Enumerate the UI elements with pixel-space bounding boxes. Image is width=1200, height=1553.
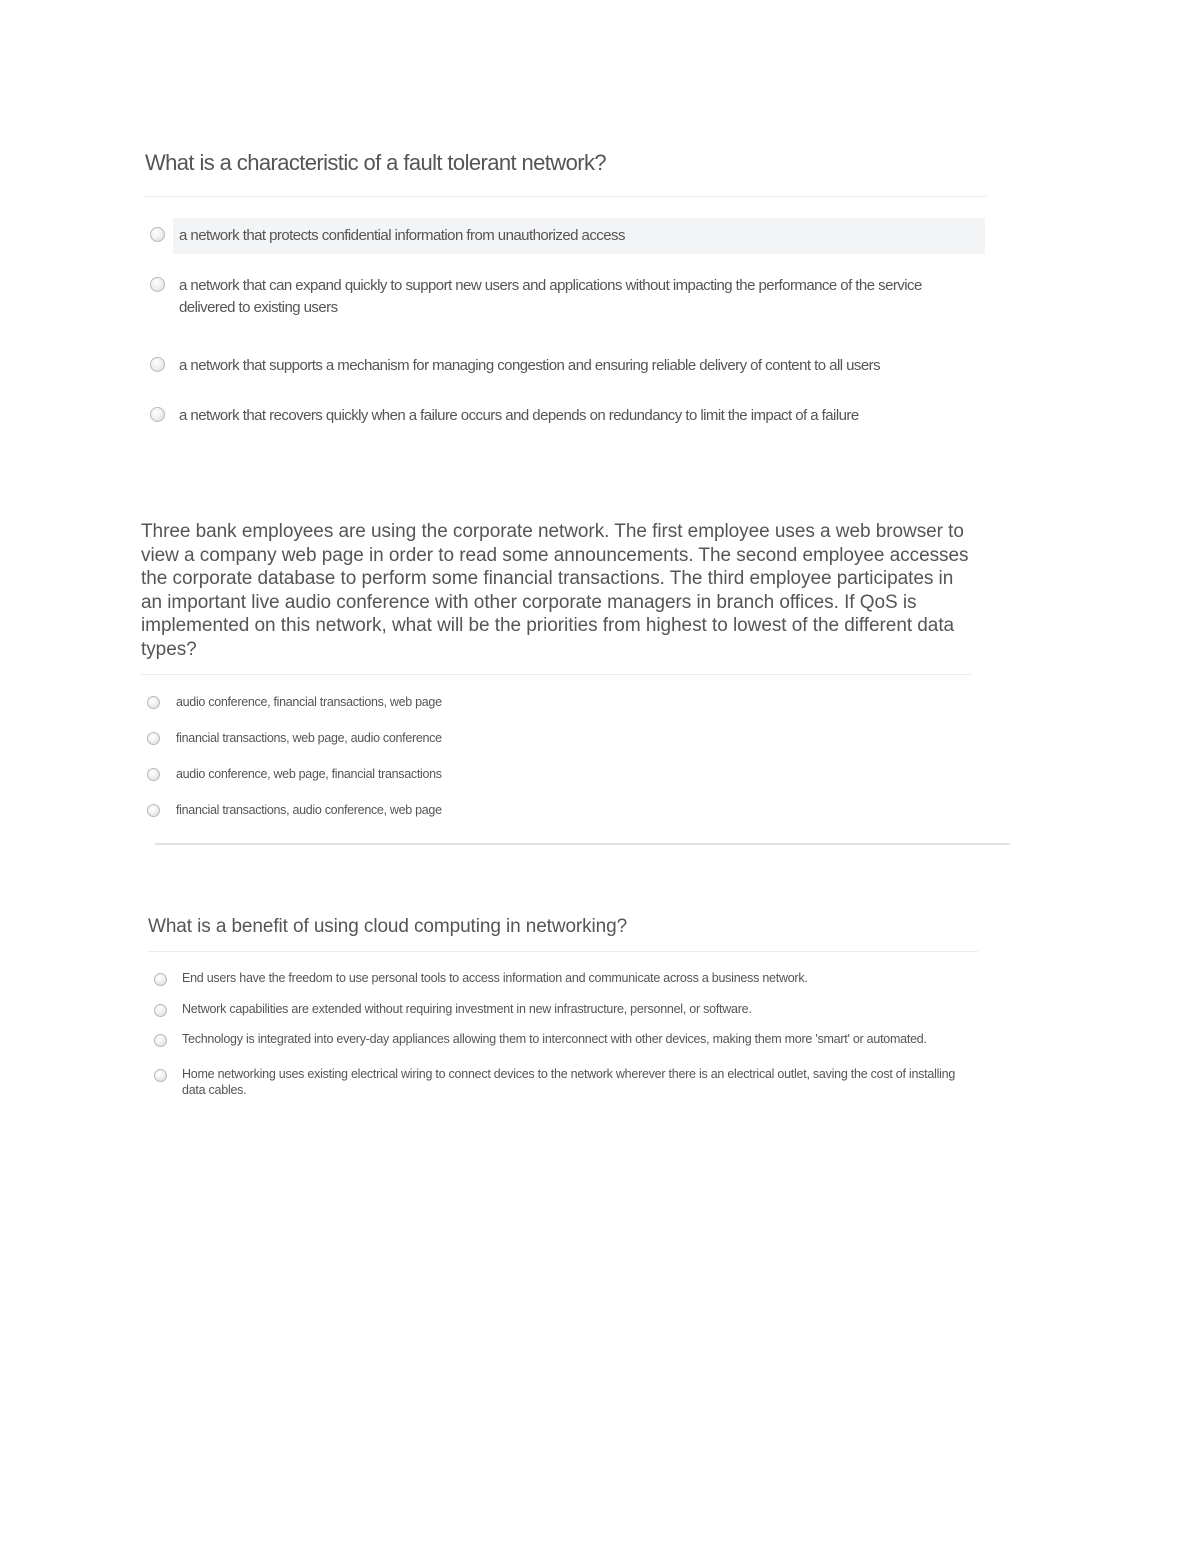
option-label[interactable]: financial transactions, audio conference, web page: [176, 803, 442, 817]
question-2-option-d[interactable]: [141, 800, 971, 836]
radio-button-icon[interactable]: [154, 973, 167, 986]
question-3-option-c[interactable]: [148, 1031, 978, 1048]
question-2-options: [141, 692, 971, 836]
question-1-option-c[interactable]: [145, 348, 987, 384]
radio-button-icon[interactable]: [150, 227, 165, 242]
question-2-option-b[interactable]: [141, 728, 971, 764]
option-label[interactable]: a network that protects confidential information from unauthorized access: [173, 218, 985, 254]
radio-button-icon[interactable]: [150, 407, 165, 422]
radio-button-icon[interactable]: [147, 696, 160, 709]
option-label[interactable]: audio conference, web page, financial transactions: [176, 767, 442, 781]
option-label[interactable]: a network that supports a mechanism for managing congestion and ensuring reliable delivery of content to all users: [179, 357, 881, 374]
question-2-option-c[interactable]: [141, 764, 971, 800]
section-divider: [155, 843, 1010, 845]
question-1-option-b[interactable]: [145, 268, 987, 326]
question-2-title: Three bank employees are using the corporate network. The first employee uses a web browser to view a company web page in order to read some announcements. The second employee accesses the corporate database to perform some financial transactions. The third employee participates in an important live audio conference with other corporate managers in branch offices. If QoS is implemented on this network, what will be the priorities from highest to lowest of the different data types?: [141, 521, 969, 660]
question-2-option-a[interactable]: [141, 692, 971, 728]
radio-button-icon[interactable]: [150, 357, 165, 372]
radio-button-icon[interactable]: [147, 768, 160, 781]
option-label[interactable]: financial transactions, web page, audio conference: [176, 731, 442, 745]
option-label[interactable]: a network that can expand quickly to support new users and applications without impacting the performance of the service delivered to existing users: [179, 277, 922, 316]
question-3-options: [148, 970, 978, 1099]
question-1: [145, 146, 987, 448]
question-3-option-a[interactable]: [148, 970, 978, 987]
option-label[interactable]: Home networking uses existing electrical wiring to connect devices to the network wherever there is an electrical outlet, saving the cost of installing data cables.: [182, 1066, 956, 1097]
option-label[interactable]: audio conference, financial transactions, web page: [176, 695, 442, 709]
question-1-option-a[interactable]: [145, 218, 987, 254]
question-2-divider: [141, 674, 971, 675]
question-2: [141, 520, 971, 836]
question-1-option-d[interactable]: [145, 398, 987, 434]
question-3-title: What is a benefit of using cloud computing in networking?: [148, 916, 628, 937]
radio-button-icon[interactable]: [154, 1034, 167, 1047]
question-1-divider: [145, 196, 987, 197]
radio-button-icon[interactable]: [154, 1069, 167, 1082]
radio-button-icon[interactable]: [154, 1004, 167, 1017]
question-1-options: [145, 218, 987, 434]
option-label[interactable]: Technology is integrated into every-day appliances allowing them to interconnect with other devices, making them more 'smart' or automated.: [182, 1032, 927, 1046]
question-3-divider: [148, 951, 978, 952]
option-label[interactable]: Network capabilities are extended without requiring investment in new infrastructure, personnel, or software.: [182, 1001, 752, 1016]
question-1-title: What is a characteristic of a fault tolerant network?: [145, 150, 606, 175]
option-label[interactable]: End users have the freedom to use personal tools to access information and communicate across a business network.: [182, 971, 808, 985]
option-label[interactable]: a network that recovers quickly when a failure occurs and depends on redundancy to limit the impact of a failure: [179, 407, 859, 424]
radio-button-icon[interactable]: [147, 732, 160, 745]
radio-button-icon[interactable]: [147, 804, 160, 817]
question-3-option-d[interactable]: [148, 1066, 978, 1099]
question-3-option-b[interactable]: [148, 1001, 978, 1018]
question-3: [148, 914, 978, 1113]
radio-button-icon[interactable]: [150, 277, 165, 292]
